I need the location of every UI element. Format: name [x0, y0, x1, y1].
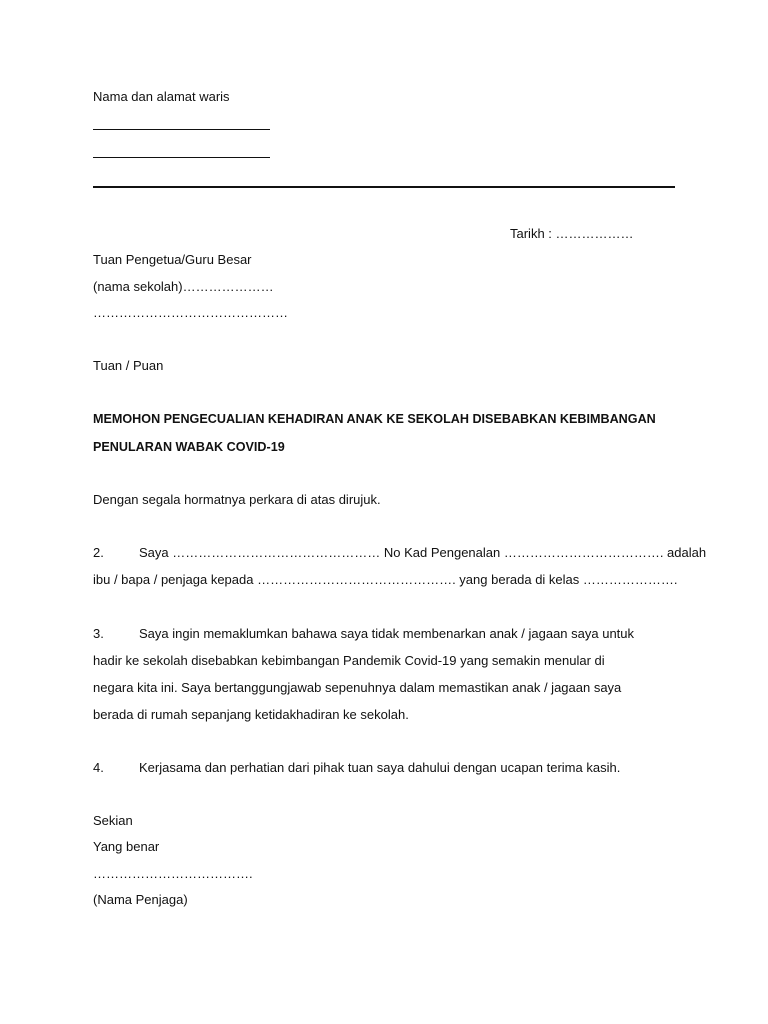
subject-line-2: PENULARAN WABAK COVID-19	[93, 440, 285, 454]
recipient-title: Tuan Pengetua/Guru Besar	[93, 252, 252, 267]
guardian-name-label: (Nama Penjaga)	[93, 892, 188, 907]
date-field: Tarikh : ………………	[510, 226, 634, 241]
salutation: Tuan / Puan	[93, 358, 164, 373]
signature-line: ……………………………….	[93, 866, 253, 881]
para3-line-2: hadir ke sekolah disebabkan kebimbangan Pandemik Covid-19 yang semakin menular di	[93, 653, 605, 668]
header-divider	[93, 186, 675, 188]
closing-yang-benar: Yang benar	[93, 839, 160, 854]
para2-line-2: ibu / bapa / penjaga kepada ………………………………………. yang berada di kelas ………………….	[93, 572, 678, 587]
guardian-address-label: Nama dan alamat waris	[93, 89, 230, 104]
para3-number: 3.	[93, 626, 104, 641]
para3-line-3: negara kita ini. Saya bertanggungjawab sepenuhnya dalam memastikan anak / jagaan saya	[93, 680, 622, 695]
para4-number: 4.	[93, 760, 104, 775]
school-address-field: ………………………………………	[93, 305, 288, 320]
closing-sekian: Sekian	[93, 813, 133, 828]
para4-line-1: Kerjasama dan perhatian dari pihak tuan saya dahului dengan ucapan terima kasih.	[139, 760, 621, 775]
address-line-2	[93, 157, 270, 158]
para3-line-1: Saya ingin memaklumkan bahawa saya tidak membenarkan anak / jagaan saya untuk	[139, 626, 635, 641]
para2-line-1: Saya ………………………………………… No Kad Pengenalan ………………………………. adalah	[139, 545, 707, 560]
intro-paragraph: Dengan segala hormatnya perkara di atas dirujuk.	[93, 492, 381, 507]
para2-number: 2.	[93, 545, 104, 560]
subject-line-1: MEMOHON PENGECUALIAN KEHADIRAN ANAK KE SEKOLAH DISEBABKAN KEBIMBANGAN	[93, 412, 656, 426]
address-line-1	[93, 129, 270, 130]
para3-line-4: berada di rumah sepanjang ketidakhadiran ke sekolah.	[93, 707, 409, 722]
school-name-field: (nama sekolah)…………………	[93, 279, 274, 294]
